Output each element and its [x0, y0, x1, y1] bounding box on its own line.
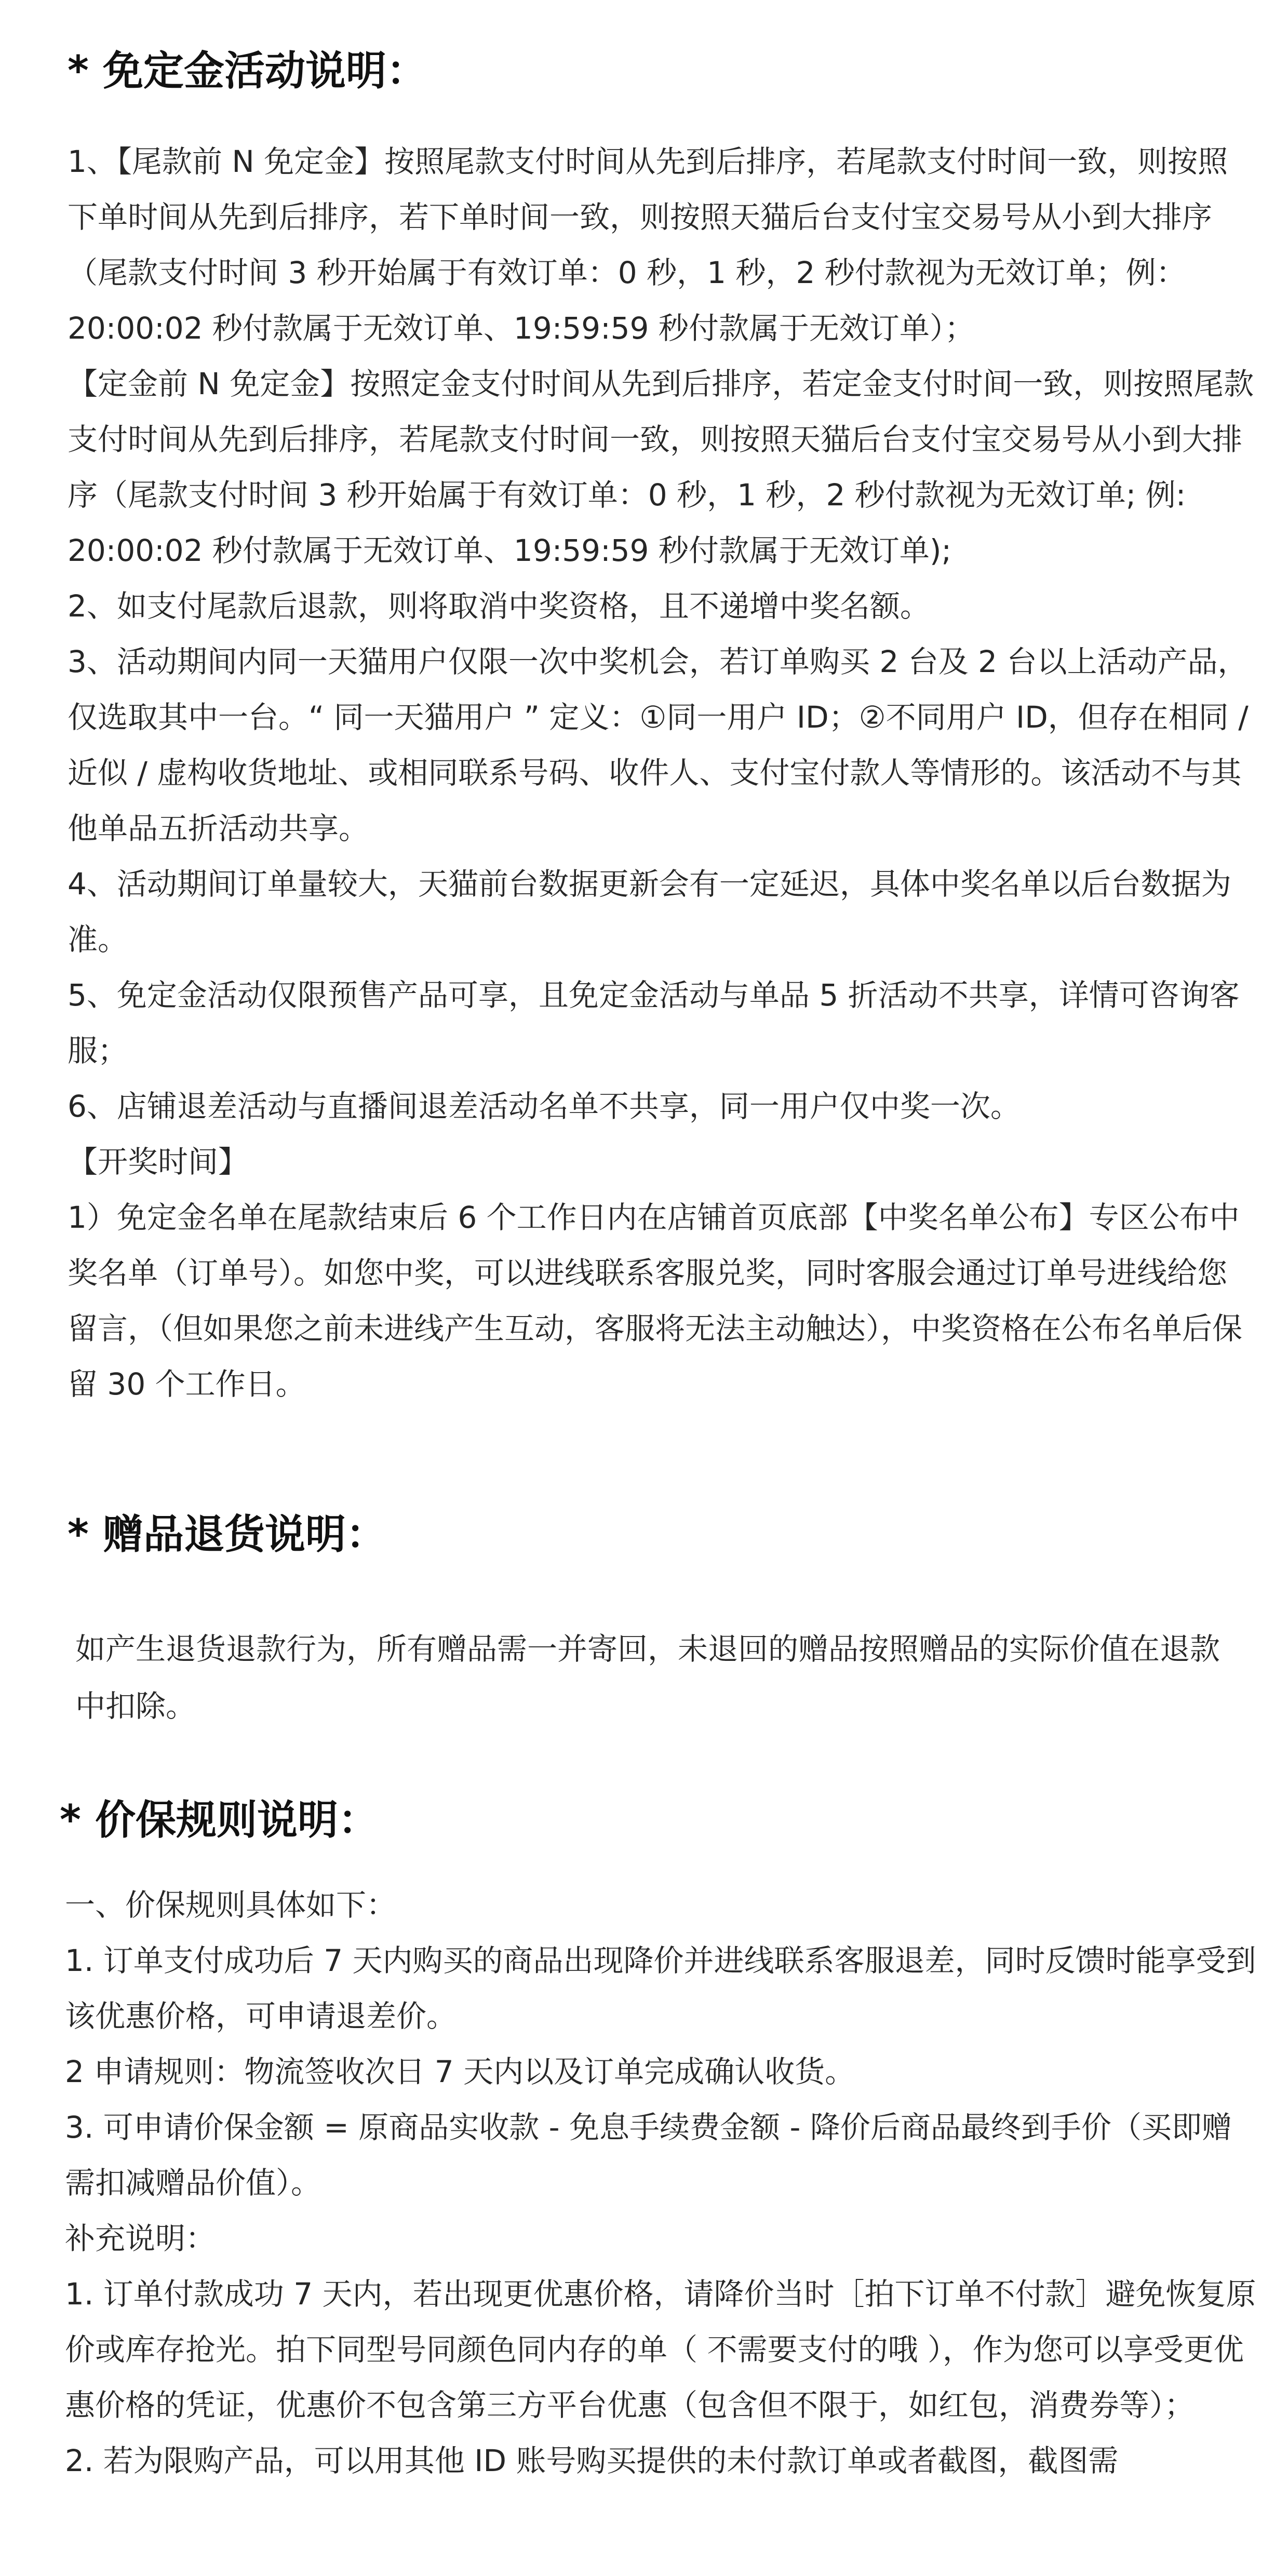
paragraph: 1）免定金名单在尾款结束后 6 个工作日内在店铺首页底部【中奖名单公布】专区公布中奖名单（订单号）。如您中奖，可以进线联系客服兑奖，同时客服会通过订单号进线给您留言，（但如果您之前未进线产生互动，客服将无法主动触达），中奖资格在公布名单后保留 30 个工作日。 — [68, 1200, 1243, 1402]
paragraph: 如产生退货退款行为，所有赠品需一并寄回，未退回的赠品按照赠品的实际价值在退款中扣除。 — [75, 1631, 1220, 1724]
paragraph: 3、活动期间内同一天猫用户仅限一次中奖机会，若订单购买 2 台及 2 台以上活动产品，仅选取其中一台。“ 同一天猫用户 ” 定义：①同一用户 ID；②不同用户 ID，但存在相同 / 近似 / 虚构收货地址、或相同联系号码、收件人、支付宝付款人等情形的。该活动不与其他单品五折活动共享。 — [68, 644, 1249, 846]
paragraph: 1. 订单付款成功 7 天内，若出现更优惠价格，请降价当时［拍下订单不付款］避免恢复原价或库存抢光。拍下同型号同颜色同内存的单（ 不需要支付的哦 ），作为您可以享受更优惠价格的凭证，优惠价不包含第三方平台优惠（包含但不限于，如红包，消费券等）； — [65, 2276, 1256, 2423]
paragraph: 1、【尾款前 N 免定金】按照尾款支付时间从先到后排序，若尾款支付时间一致，则按照下单时间从先到后排序，若下单时间一致，则按照天猫后台支付宝交易号从小到大排序（尾款支付时间 3 秒开始属于有效订单：0 秒，1 秒，2 秒付款视为无效订单；例：20:00:02 秒付款属于无效订单、19:59:59 秒付款属于无效订单）； — [68, 144, 1228, 346]
paragraph: 2、如支付尾款后退款，则将取消中奖资格，且不递增中奖名额。 — [68, 588, 930, 624]
section-title: * 免定金活动说明： — [68, 48, 427, 95]
paragraph: 一、价保规则具体如下： — [65, 1887, 397, 1923]
paragraph: 3. 可申请价保金额 = 原商品实收款 - 免息手续费金额 - 降价后商品最终到手价（买即赠需扣减赠品价值）。 — [65, 2110, 1232, 2201]
paragraph: 5、免定金活动仅限预售产品可享，且免定金活动与单品 5 折活动不共享，详情可咨询客服； — [68, 977, 1240, 1068]
section-title: * 赠品退货说明： — [68, 1511, 386, 1558]
paragraph: 1. 订单支付成功后 7 天内购买的商品出现降价并进线联系客服退差，同时反馈时能享受到该优惠价格，可申请退差价。 — [65, 1943, 1256, 2034]
section-title: * 价保规则说明： — [60, 1797, 379, 1844]
paragraph: 6、店铺退差活动与直播间退差活动名单不共享，同一用户仅中奖一次。 — [68, 1089, 1021, 1124]
paragraph: 【开奖时间】 — [68, 1144, 249, 1179]
section-body — [65, 1877, 1259, 2489]
paragraph: 4、活动期间订单量较大，天猫前台数据更新会有一定延迟，具体中奖名单以后台数据为准。 — [68, 866, 1231, 957]
paragraph: 【定金前 N 免定金】按照定金支付时间从先到后排序，若定金支付时间一致，则按照尾款支付时间从先到后排序，若尾款支付时间一致，则按照天猫后台支付宝交易号从小到大排序（尾款支付时间 3 秒开始属于有效订单：0 秒，1 秒，2 秒付款视为无效订单; 例: 20:00:02 秒付款属于无效订单、19:59:59 秒付款属于无效订单); — [68, 366, 1254, 568]
paragraph: 2. 若为限购产品，可以用其他 ID 账号购买提供的未付款订单或者截图，截图需 — [65, 2443, 1119, 2478]
paragraph: 补充说明： — [65, 2221, 216, 2256]
section-body — [68, 134, 1257, 1412]
paragraph: 2 申请规则：物流签收次日 7 天内以及订单完成确认收货。 — [65, 2054, 855, 2089]
section-body — [75, 1620, 1249, 1735]
